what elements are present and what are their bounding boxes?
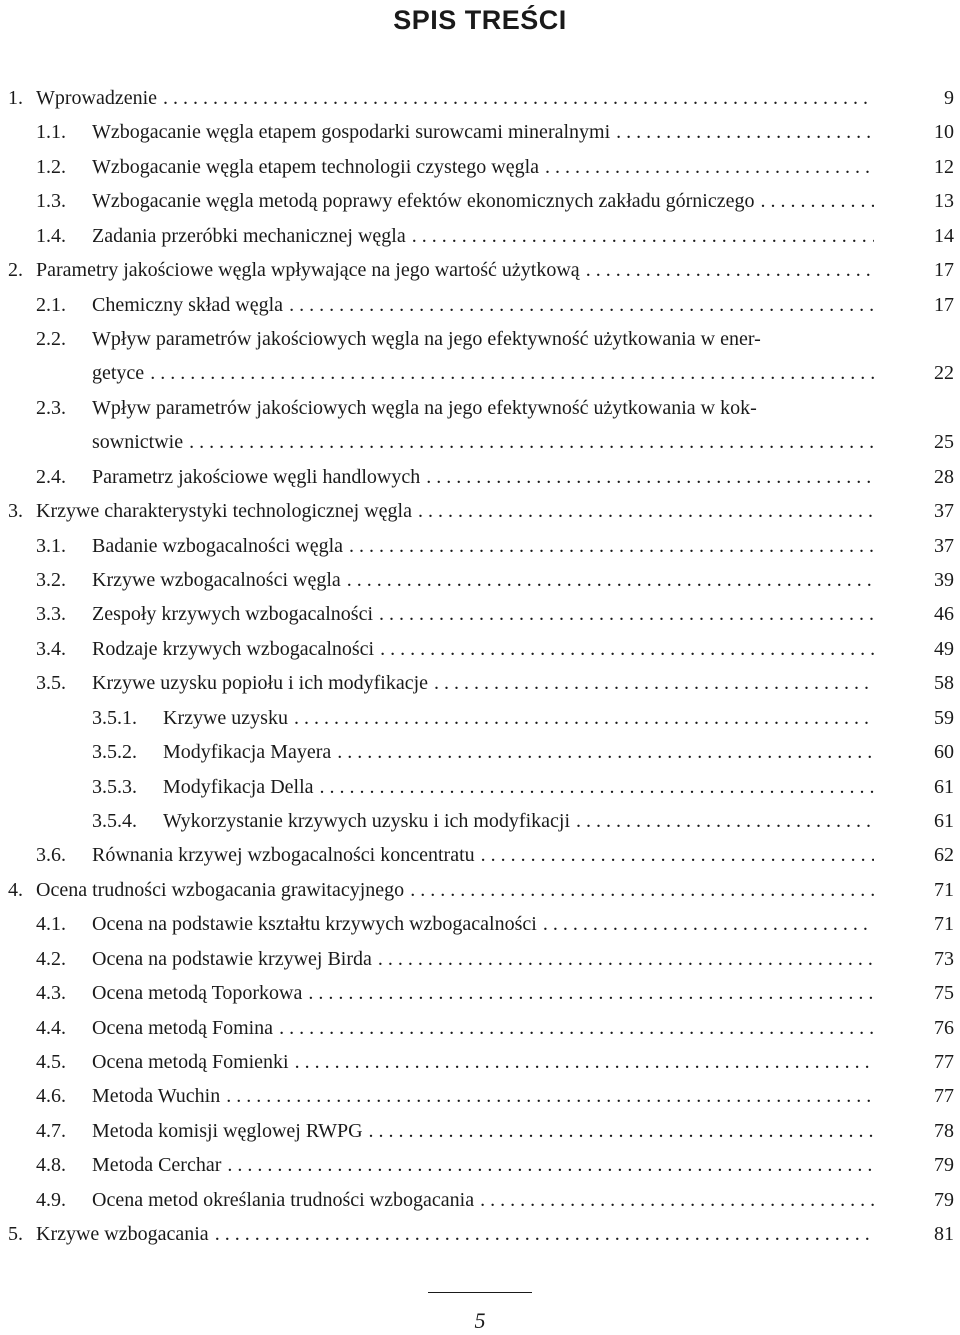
toc-entry-title: Ocena metodą Toporkowa [92, 982, 303, 1005]
toc-entry-number: 4.5. [36, 1051, 66, 1074]
toc-entry-number: 4. [8, 878, 23, 901]
toc-entry-number: 4.2. [36, 947, 66, 970]
toc-entry-page: 10 [934, 121, 954, 144]
dot-leader [480, 1183, 874, 1217]
dot-leader [295, 1045, 874, 1079]
toc-entry-title: Krzywe uzysku [163, 706, 288, 729]
dot-leader [279, 1011, 874, 1045]
toc-entry-number: 4.6. [36, 1085, 66, 1108]
toc-entry-number: 1.3. [36, 190, 66, 213]
toc-entry-number: 5. [8, 1223, 23, 1246]
toc-entry-title: Wzbogacanie węgla etapem gospodarki surowcami mineralnymi [92, 121, 611, 144]
toc-entry-number: 2.1. [36, 293, 66, 316]
dot-leader [616, 115, 874, 149]
dot-leader [410, 873, 874, 907]
dot-leader [163, 81, 874, 115]
toc-entry-page: 79 [934, 1188, 954, 1211]
toc-entry [0, 322, 960, 356]
toc-entry-page: 14 [934, 224, 954, 247]
toc-entry-title: Badanie wzbogacalności węgla [92, 534, 344, 557]
toc-entry [0, 115, 960, 149]
toc-entry [0, 288, 960, 322]
toc-entry-title: Krzywe uzysku popiołu i ich modyfikacje [92, 672, 429, 695]
toc-entry-title: Wykorzystanie krzywych uzysku i ich modyfikacji [163, 810, 571, 833]
toc-entry [0, 81, 960, 115]
toc-entry-title: Wpływ parametrów jakościowych węgla na jego efektywność użytkowania w kok- [92, 396, 757, 419]
dot-leader [761, 184, 875, 218]
toc-entry-number: 3.4. [36, 637, 66, 660]
dot-leader [434, 666, 874, 700]
toc-entry-number: 4.3. [36, 982, 66, 1005]
toc-entry-page: 12 [934, 155, 954, 178]
toc-entry-continuation [0, 356, 960, 390]
toc-entry [0, 391, 960, 425]
toc-entry [0, 838, 960, 872]
toc-entry-title: Metoda Wuchin [92, 1085, 221, 1108]
dot-leader [369, 1114, 874, 1148]
toc-entry-page: 25 [934, 431, 954, 454]
toc-entry-page: 49 [934, 637, 954, 660]
toc-entry-page: 46 [934, 603, 954, 626]
toc-entry-title: Krzywe wzbogacalności węgla [92, 569, 341, 592]
toc-entry-page: 17 [934, 293, 954, 316]
toc-entry-title: Ocena metod określania trudności wzbogacania [92, 1188, 475, 1211]
toc-entry-page: 62 [934, 844, 954, 867]
toc-entry-number: 1.1. [36, 121, 66, 144]
toc-entry-number: 3.5.1. [92, 706, 137, 729]
toc-entry-title: Wprowadzenie [36, 87, 158, 109]
toc-entry-title: Metoda Cerchar [92, 1154, 222, 1177]
toc-entry [0, 1045, 960, 1079]
dot-leader [426, 460, 874, 494]
toc-entry-page: 28 [934, 465, 954, 488]
toc-entry-page: 78 [934, 1119, 954, 1142]
toc-entry-page: 37 [934, 500, 954, 523]
dot-leader [418, 494, 874, 528]
toc-entry-title: Równania krzywej wzbogacalności koncentratu [92, 844, 475, 867]
dot-leader [320, 770, 875, 804]
toc-entry [0, 666, 960, 700]
dot-leader [543, 907, 874, 941]
toc-entry [0, 942, 960, 976]
toc-entry-page: 9 [944, 87, 954, 109]
toc-entry-title: Rodzaje krzywych wzbogacalności [92, 637, 375, 660]
footer-rule [428, 1292, 532, 1293]
toc-entry [0, 563, 960, 597]
toc-entry-number: 4.4. [36, 1016, 66, 1039]
toc-entry-title: Wpływ parametrów jakościowych węgla na jego efektywność użytkowania w ener- [92, 328, 761, 350]
toc-entry-number: 4.1. [36, 913, 66, 936]
toc-entry-page: 81 [934, 1223, 954, 1246]
toc-entry-page: 77 [934, 1051, 954, 1074]
toc-entry-page: 76 [934, 1016, 954, 1039]
toc-entry-page: 17 [934, 259, 954, 282]
toc-entry-number: 1.4. [36, 224, 66, 247]
toc-entry-number: 4.7. [36, 1119, 66, 1142]
toc-entry-number: 3.5.3. [92, 775, 137, 798]
toc-entry-number: 3.5.4. [92, 810, 137, 833]
toc-entry-title: Metoda komisji węglowej RWPG [92, 1119, 363, 1142]
dot-leader [226, 1079, 874, 1113]
toc-entry [0, 1011, 960, 1045]
dot-leader [347, 563, 874, 597]
toc-entry-page: 61 [934, 810, 954, 833]
toc-entry-title: Ocena na podstawie krzywej Birda [92, 947, 372, 970]
toc-entry-page: 58 [934, 672, 954, 695]
dot-leader [189, 425, 874, 459]
toc-entry-title: Chemiczny skład węgla [92, 293, 284, 316]
toc-entry-number: 3.2. [36, 569, 66, 592]
toc-entry [0, 632, 960, 666]
dot-leader [349, 529, 874, 563]
toc-entry-number: 4.8. [36, 1154, 66, 1177]
toc-entry-number: 1. [8, 87, 23, 109]
toc-entry-number: 2. [8, 259, 23, 282]
toc-entry-title: Krzywe charakterystyki technologicznej węgla [36, 500, 412, 523]
dot-leader [294, 701, 874, 735]
toc-entry-title: getyce [92, 362, 145, 385]
toc-entry [0, 529, 960, 563]
toc-entry [0, 1217, 960, 1251]
toc-entry-title: Ocena na podstawie kształtu krzywych wzbogacalności [92, 913, 537, 936]
toc-entry-page: 77 [934, 1085, 954, 1108]
toc-entry [0, 253, 960, 287]
toc-entry-number: 3.6. [36, 844, 66, 867]
toc-entry-number: 3.5.2. [92, 741, 137, 764]
toc-entry [0, 1183, 960, 1217]
toc-entry-title: Zadania przeróbki mechanicznej węgla [92, 224, 406, 247]
toc-entry [0, 1079, 960, 1113]
toc-entry-page: 59 [934, 706, 954, 729]
dot-leader [481, 838, 874, 872]
toc-entry-page: 22 [934, 362, 954, 385]
toc-entry-page: 60 [934, 741, 954, 764]
page-title: SPIS TREŚCI [393, 5, 567, 35]
toc-entry-title: Modyfikacja Della [163, 775, 314, 798]
toc-entry-page: 71 [934, 913, 954, 936]
dot-leader [379, 597, 874, 631]
toc-entry-title: sownictwie [92, 431, 184, 454]
toc-entry-number: 3. [8, 500, 23, 523]
toc-entry [0, 494, 960, 528]
footer-page-number: 5 [474, 1308, 486, 1333]
toc-entry-number: 2.4. [36, 465, 66, 488]
toc-entry [0, 804, 960, 838]
toc-entry-continuation [0, 425, 960, 459]
toc-entry-title: Parametrz jakościowe węgli handlowych [92, 465, 421, 488]
dot-leader [150, 356, 874, 390]
toc-entry [0, 907, 960, 941]
toc-entry-page: 75 [934, 982, 954, 1005]
toc-entry [0, 460, 960, 494]
toc-entry-number: 3.3. [36, 603, 66, 626]
dot-leader [215, 1217, 874, 1251]
toc-entry-page: 73 [934, 947, 954, 970]
toc-entry-title: Ocena trudności wzbogacania grawitacyjnego [36, 878, 405, 901]
toc-entry-title: Wzbogacanie węgla etapem technologii czystego węgla [92, 155, 540, 178]
toc-entry-page: 71 [934, 878, 954, 901]
toc-entry-number: 4.9. [36, 1188, 66, 1211]
toc-entry-title: Zespoły krzywych wzbogacalności [92, 603, 374, 626]
toc-entry-page: 13 [934, 190, 954, 213]
toc-entry-number: 1.2. [36, 155, 66, 178]
dot-leader [378, 942, 874, 976]
dot-leader [576, 804, 874, 838]
dot-leader [227, 1148, 874, 1182]
dot-leader [412, 219, 874, 253]
toc-entry-number: 2.2. [36, 328, 66, 350]
toc-entry-page: 61 [934, 775, 954, 798]
toc-entry [0, 873, 960, 907]
toc-entry [0, 150, 960, 184]
toc-entry [0, 701, 960, 735]
dot-leader [545, 150, 874, 184]
dot-leader [308, 976, 874, 1010]
toc-entry-title: Parametry jakościowe węgla wpływające na jego wartość użytkową [36, 259, 580, 282]
toc-entry [0, 184, 960, 218]
toc-entry [0, 1114, 960, 1148]
dot-leader [289, 288, 874, 322]
dot-leader [586, 253, 874, 287]
toc-entry-title: Modyfikacja Mayera [163, 741, 332, 764]
toc-entry-number: 3.1. [36, 534, 66, 557]
dot-leader [380, 632, 874, 666]
dot-leader [337, 735, 874, 769]
toc-entry-title: Krzywe wzbogacania [36, 1223, 209, 1246]
toc-entry [0, 219, 960, 253]
toc-entry-title: Wzbogacanie węgla metodą poprawy efektów ekonomicznych zakładu górniczego [92, 190, 755, 213]
toc-entry [0, 1148, 960, 1182]
toc-entry [0, 735, 960, 769]
toc-entry-number: 3.5. [36, 672, 66, 695]
toc-entry [0, 976, 960, 1010]
toc-entry [0, 770, 960, 804]
toc-entry-page: 37 [934, 534, 954, 557]
toc-entry-title: Ocena metodą Fomienki [92, 1051, 289, 1074]
toc-entry-number: 2.3. [36, 396, 66, 419]
toc-entry-page: 39 [934, 569, 954, 592]
toc-entry-title: Ocena metodą Fomina [92, 1016, 274, 1039]
toc-entry-page: 79 [934, 1154, 954, 1177]
toc-entry [0, 597, 960, 631]
